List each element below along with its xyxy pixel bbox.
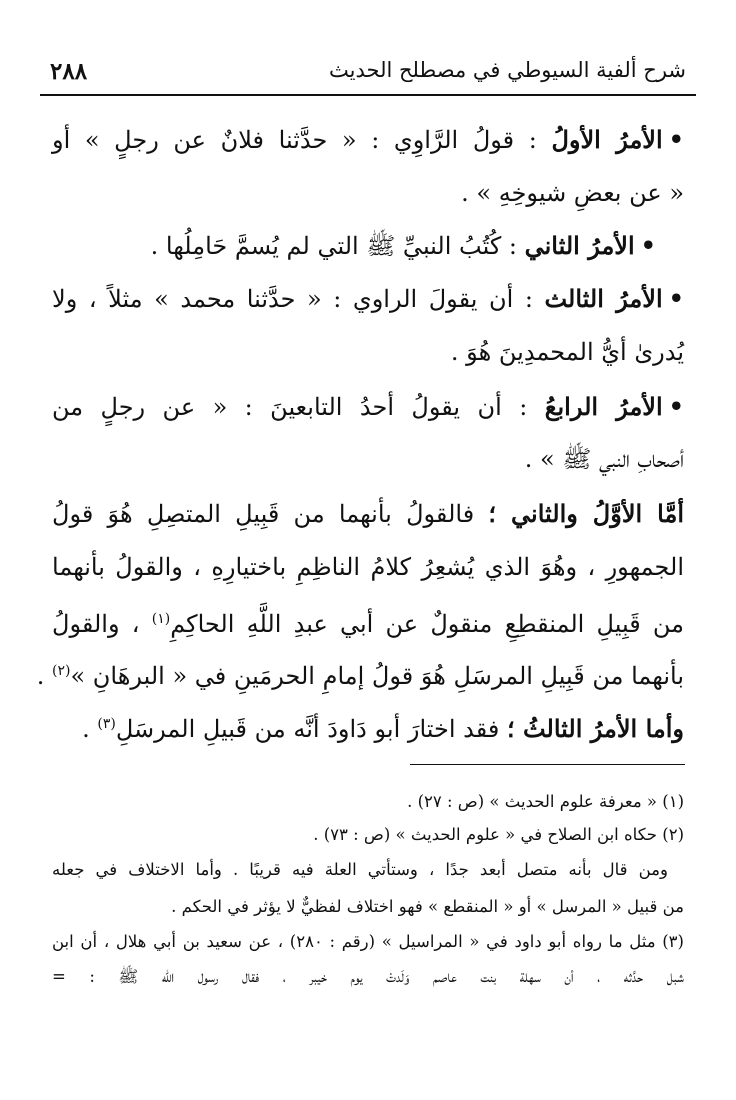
amr3-line1 <box>52 281 684 317</box>
amr4-line2: أصحابِ النبي ﷺ » . <box>524 445 684 473</box>
amr2-line <box>52 228 656 264</box>
header-rule <box>40 94 696 96</box>
amr2-text: : كُتُبُ النبيِّ ﷺ التي لم يُسمَّ حَامِلُها . <box>150 232 517 260</box>
amr4-line1 <box>52 389 684 425</box>
awwal-line4 <box>36 653 684 694</box>
awwal-text4-end: . <box>36 662 45 690</box>
footnote-ref-3[interactable]: (٣) <box>97 716 116 732</box>
thalith-text: فقد اختارَ أبو دَاودَ أنَّه من قَبيلِ المرسَلِ <box>115 715 500 743</box>
footnote-1: (١) « معرفة علوم الحديث » (ص : ٢٧) . <box>407 792 684 811</box>
amr1-line1 <box>52 122 684 158</box>
amr1-text1: : قولُ الرَّاوِي : « حدَّثنا فلانٌ عن رجلٍ » أو <box>52 126 537 154</box>
running-title: شرح ألفية السيوطي في مصطلح الحديث <box>329 58 686 82</box>
bullet-icon: • <box>668 392 685 421</box>
thalith-label: وأما الأمرُ الثالثُ ؛ <box>507 714 684 743</box>
page-header <box>50 58 686 92</box>
amr1-label: الأمرُ الأولُ <box>551 125 663 154</box>
footnote-separator <box>410 764 685 765</box>
footnote-ref-1[interactable]: (١) <box>151 611 171 627</box>
bullet-icon: • <box>640 231 656 260</box>
footnote-2-cont1: ومن قال بأنه متصل أبعد جدًا ، وستأتي العلة فيه قريبًا . وأما الاختلاف في جعله <box>52 860 668 879</box>
bullet-icon: • <box>668 284 684 313</box>
awwal-text3-end: ، والقولُ <box>52 610 140 638</box>
thalith-end: . <box>82 715 90 743</box>
awwal-text1: فالقولُ بأنهما من قَبِيلِ المتصِلِ هُوَ قولُ <box>52 500 475 528</box>
awwal-text4: بأنهما من قَبِيلِ المرسَلِ هُوَ قولُ إمامِ الحرمَينِ في « البرهَانِ » <box>70 662 684 690</box>
thalith-line <box>52 706 684 747</box>
amr4-text1: : أن يقولُ أحدُ التابعينَ : « عن رجلٍ من <box>52 393 528 421</box>
amr2-label: الأمرُ الثاني <box>524 231 635 260</box>
awwal-line3 <box>52 601 684 642</box>
awwal-line1 <box>52 496 684 532</box>
awwal-text3: من قَبِيلِ المنقطِعِ منقولٌ عن أبي عبدِ اللَّهِ الحاكِمِ <box>170 610 685 638</box>
footnote-3: (٣) مثل ما رواه أبو داود في « المراسيل » (رقم : ٢٨٠) ، عن سعيد بن أبي هلال ، أن ابن <box>52 932 684 951</box>
page-number: ٢٨٨ <box>50 58 88 85</box>
amr3-label: الأمرُ الثالث <box>544 284 663 313</box>
amr3-text1: : أن يقولَ الراوي : « حدَّثنا محمد » مثلاً ، ولا <box>52 285 533 313</box>
awwal-line2: الجمهورِ ، وهُوَ الذي يُشعِرُ كلامُ الناظِمِ باختيارِهِ ، والقولُ بأنهما <box>52 553 684 581</box>
amr1-line2: « عن بعضِ شيوخِهِ » . <box>461 179 684 207</box>
footnote-2: (٢) حكاه ابن الصلاح في « علوم الحديث » (ص : ٧٣) . <box>313 825 684 844</box>
awwal-label: أمَّا الأوَّلُ والثاني ؛ <box>488 499 684 528</box>
amr3-line2: يُدرىٰ أيُّ المحمدِينَ هُوَ . <box>450 338 684 366</box>
amr4-label: الأمرُ الرابعُ <box>544 392 663 421</box>
footnote-2-cont2: من قبيل « المرسل » أو « المنقطع » فهو اختلاف لفظيٌّ لا يؤثر في الحكم . <box>171 897 684 916</box>
footnote-3-cont: شبل حدَّثه ، أن سهلة بنت عاصم وَلَدتْ يوم خيبر ، فقال رسول الله ﷺ : = <box>52 967 684 986</box>
bullet-icon: • <box>668 125 684 154</box>
footnote-ref-2[interactable]: (٢) <box>52 663 71 679</box>
